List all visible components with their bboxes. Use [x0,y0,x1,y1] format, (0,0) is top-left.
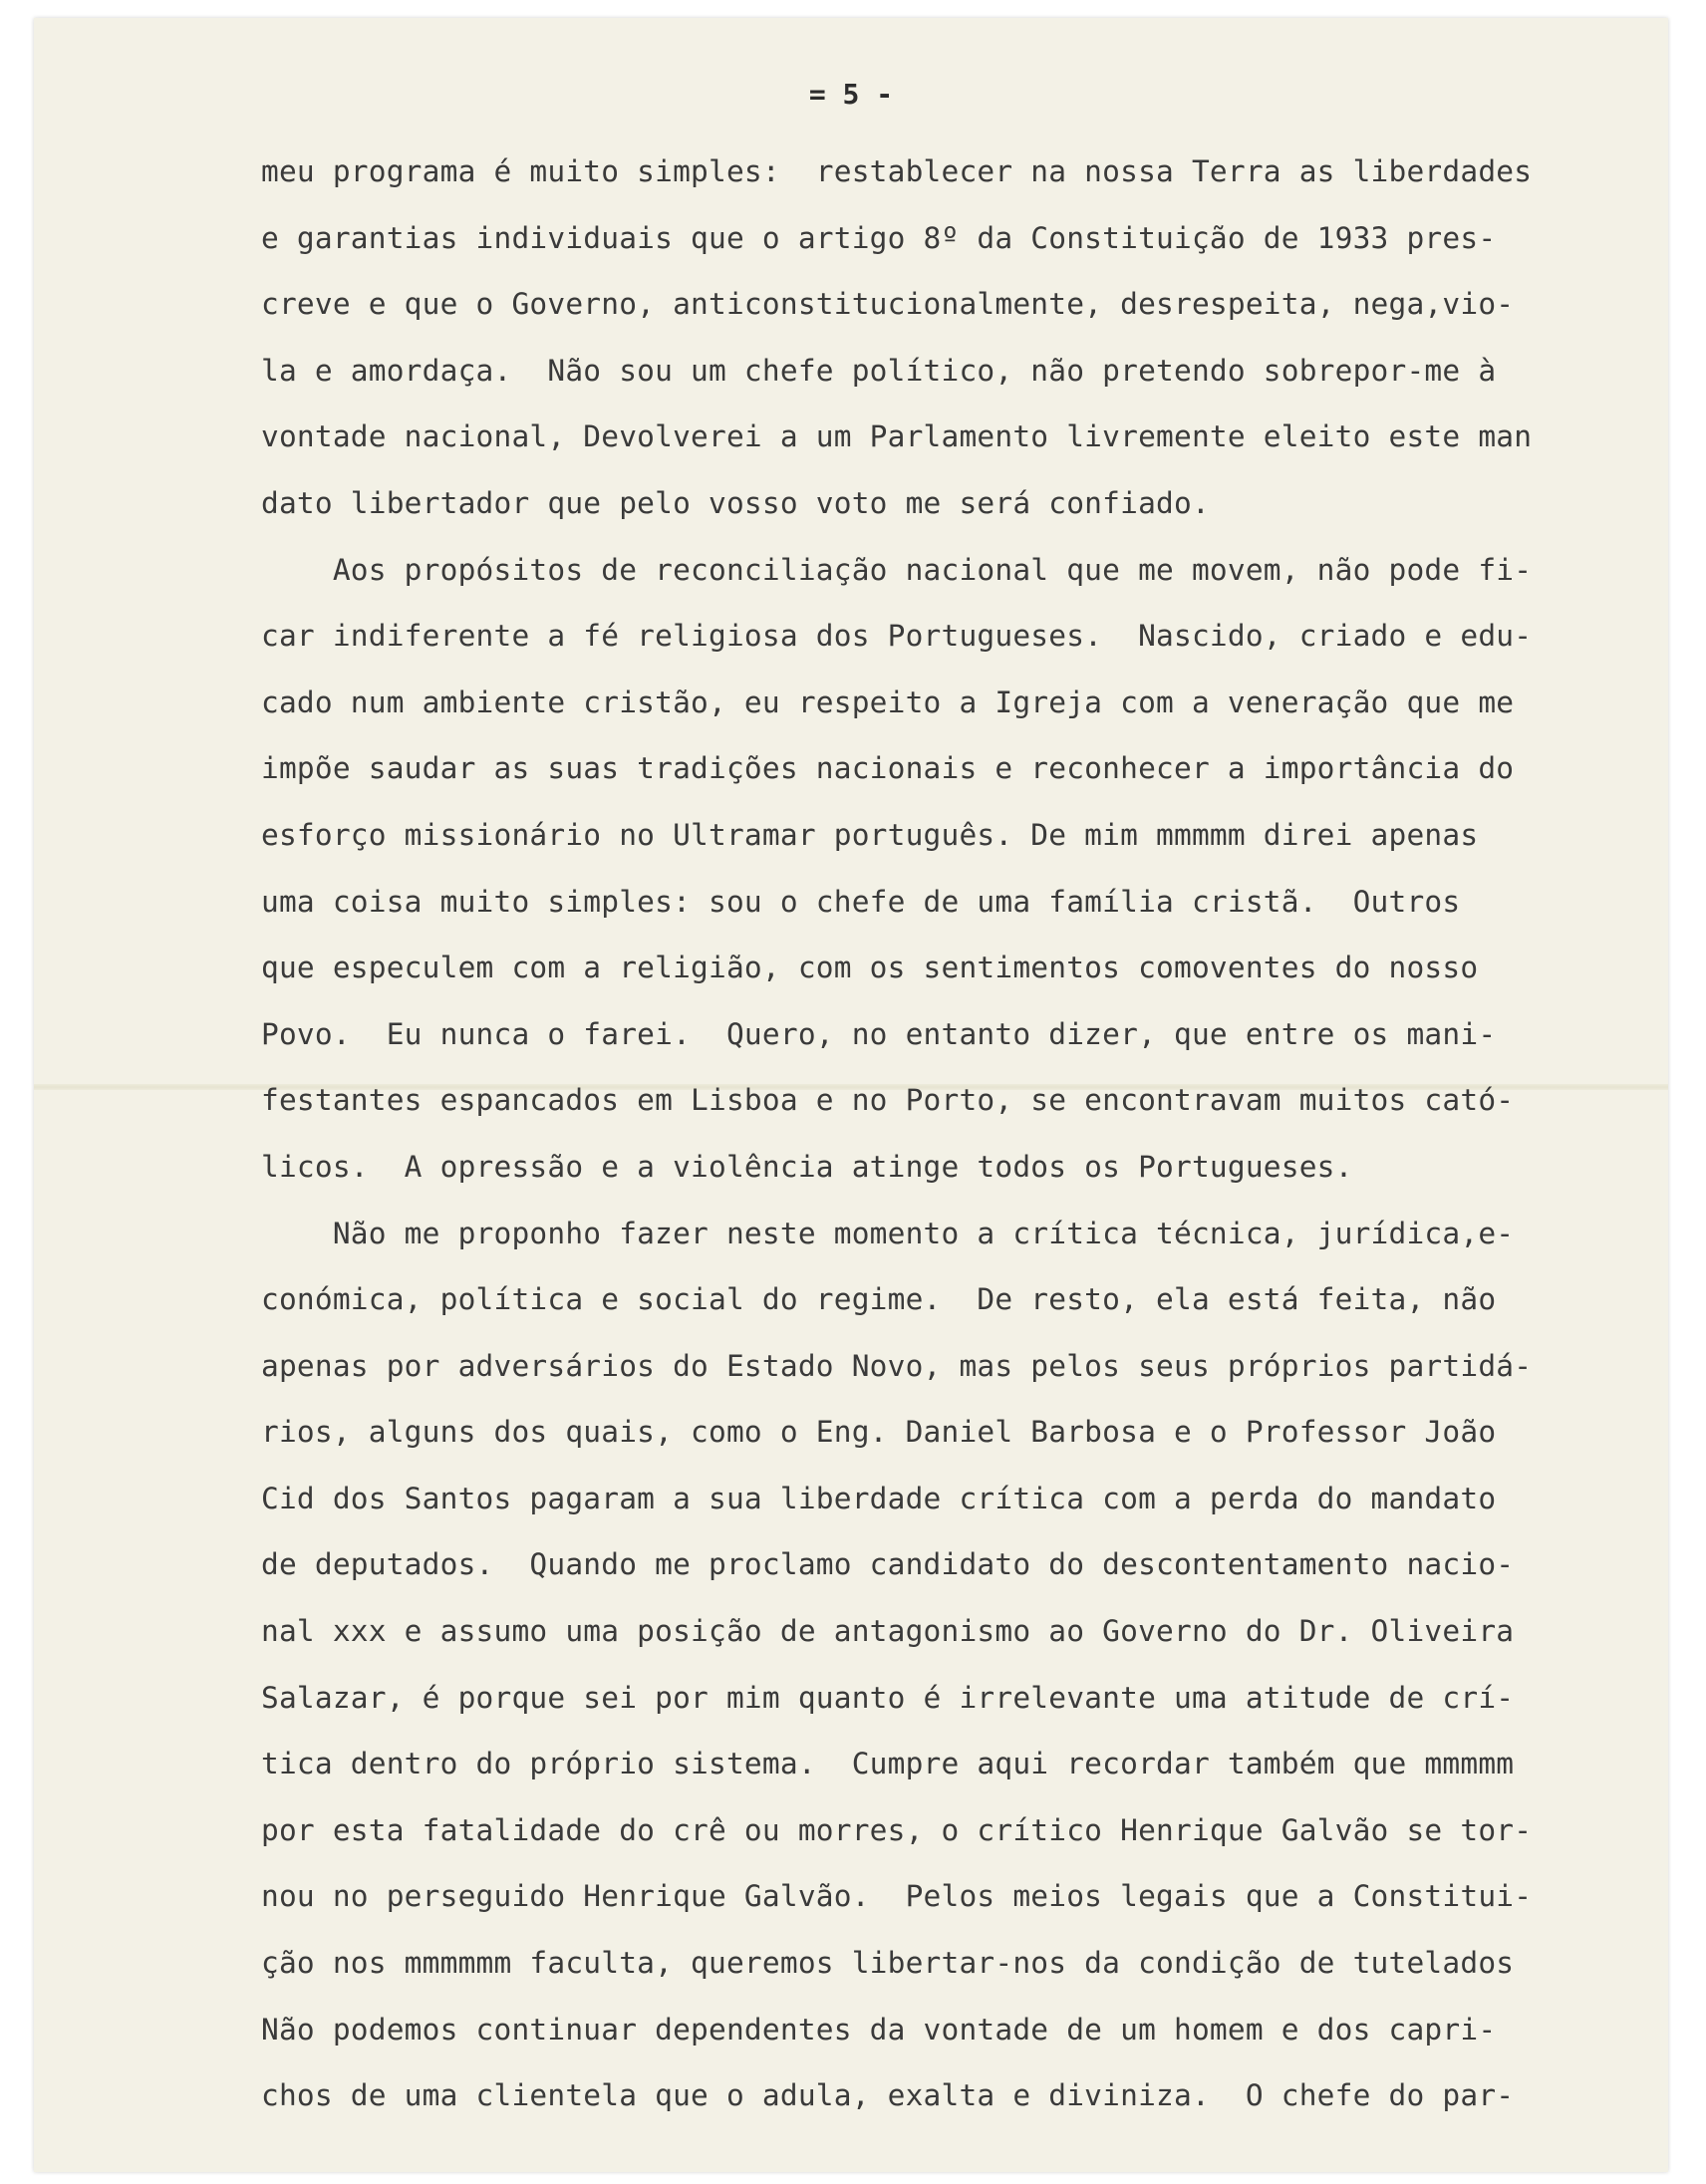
text-line: licos. A opressão e a violência atinge todos os Portugueses. [261,1149,1353,1184]
text-line: uma coisa muito simples: sou o chefe de uma família cristã. Outros [261,884,1461,919]
text-line: nou no perseguido Henrique Galvão. Pelos meios legais que a Constitui- [261,1879,1533,1914]
text-line: apenas por adversários do Estado Novo, mas pelos seus próprios partidá- [261,1348,1533,1383]
text-line: e garantias individuais que o artigo 8º da Constituição de 1933 pres- [261,220,1497,255]
text-line: nal xxx e assumo uma posição de antagonismo ao Governo do Dr. Oliveira [261,1614,1515,1649]
text-line: esforço missionário no Ultramar português. De mim mmmmm direi apenas [261,817,1479,852]
text-line: Cid dos Santos pagaram a sua liberdade crítica com a perda do mandato [261,1481,1497,1515]
text-line: la e amordaça. Não sou um chefe político, não pretendo sobrepor-me à [261,353,1497,388]
text-line: Salazar, é porque sei por mim quanto é irrelevante uma atitude de crí- [261,1680,1515,1715]
text-line: por esta fatalidade do crê ou morres, o crítico Henrique Galvão se tor- [261,1812,1533,1847]
text-line: Não me proponho fazer neste momento a crítica técnica, jurídica,e- [261,1216,1515,1250]
text-line: Aos propósitos de reconciliação nacional que me movem, não pode fi- [261,552,1533,587]
text-line: chos de uma clientela que o adula, exalta e diviniza. O chefe do par- [261,2078,1515,2113]
text-line: creve e que o Governo, anticonstitucionalmente, desrespeita, nega,vio- [261,287,1515,322]
typewritten-text [261,151,1668,2142]
text-line: cado num ambiente cristão, eu respeito a Igreja com a veneração que me [261,684,1515,719]
text-line: ção nos mmmmmm faculta, queremos libertar-nos da condição de tutelados [261,1946,1515,1981]
text-line: conómica, política e social do regime. De resto, ela está feita, não [261,1282,1497,1317]
text-line: que especulem com a religião, com os sentimentos comoventes do nosso [261,951,1479,985]
page-number: = 5 - [808,78,894,111]
text-line: dato libertador que pelo vosso voto me será confiado. [261,485,1210,520]
document-page [34,18,1668,2172]
text-line: impõe saudar as suas tradições nacionais e reconhecer a importância do [261,751,1515,786]
text-line: Não podemos continuar dependentes da vontade de um homem e dos capri- [261,2012,1497,2047]
text-line: Povo. Eu nunca o farei. Quero, no entanto dizer, que entre os mani- [261,1016,1497,1051]
text-line: car indiferente a fé religiosa dos Portugueses. Nascido, criado e edu- [261,619,1533,654]
text-line: de deputados. Quando me proclamo candidato do descontentamento nacio- [261,1547,1515,1582]
text-line: tica dentro do próprio sistema. Cumpre aqui recordar também que mmmmm [261,1747,1515,1781]
text-line: festantes espancados em Lisboa e no Porto, se encontravam muitos cató- [261,1083,1515,1118]
text-line: vontade nacional, Devolverei a um Parlamento livremente eleito este man [261,419,1533,454]
text-line: meu programa é muito simples: restablecer na nossa Terra as liberdades [261,154,1533,188]
text-line: rios, alguns dos quais, como o Eng. Daniel Barbosa e o Professor João [261,1415,1497,1450]
